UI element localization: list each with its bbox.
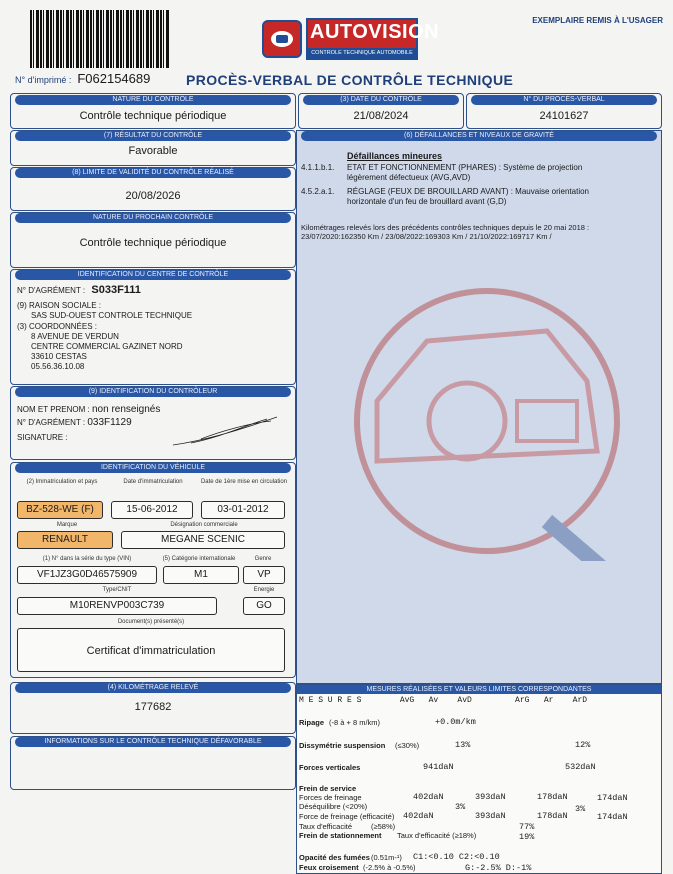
forces-av: 941daN: [423, 762, 454, 772]
energie-label: Energie: [253, 587, 275, 593]
energie-field: GO: [243, 597, 285, 615]
eff-avd: 393daN: [475, 811, 506, 821]
date-circ-field: 03-01-2012: [201, 501, 285, 519]
def-1-code: 4.1.1.b.1.: [301, 163, 335, 172]
feux-range: (-2.5% à -0.5%): [363, 863, 416, 872]
designation-label: Désignation commerciale: [170, 522, 238, 528]
deseq-ar: 3%: [575, 804, 586, 814]
feux-label: Feux croisement: [299, 863, 359, 872]
date-immat-label: Date d'immatriculation: [123, 479, 183, 485]
infos-header: INFORMATIONS SUR LE CONTRÔLE TECHNIQUE DÉFAVORABLE: [15, 737, 291, 747]
copy-note: EXEMPLAIRE REMIS À L'USAGER: [532, 16, 663, 25]
categorie-field: M1: [163, 566, 239, 584]
centre-agrement-label: N° D'AGRÉMENT :: [17, 286, 86, 295]
date-immat-field: 15-06-2012: [111, 501, 193, 519]
vehicule-panel: [10, 462, 296, 678]
ripage-label: Ripage: [299, 718, 325, 727]
date-header: (3) DATE DU CONTRÔLE: [303, 95, 459, 105]
vehicule-header: IDENTIFICATION DU VÉHICULE: [15, 463, 291, 473]
def-1-line2: légèrement défectueux (AVG,AVD): [347, 173, 471, 182]
car-watermark-icon: [347, 281, 627, 561]
km-header: (4) KILOMÉTRAGE RELEVÉ: [15, 683, 291, 693]
imprime-label: N° d'imprimé :: [15, 75, 72, 85]
logo-word: AUTOVISION: [310, 21, 440, 43]
centre-agrement-line: [17, 284, 141, 296]
docs-field: Certificat d'immatriculation: [17, 628, 285, 672]
controleur-nom-line: [17, 404, 160, 415]
address-line-2: CENTRE COMMERCIAL GAZINET NORD: [31, 342, 183, 351]
date-panel: [298, 93, 464, 129]
centre-panel: [10, 269, 296, 385]
frein-label: Frein de service: [299, 784, 357, 793]
prochain-header: NATURE DU PROCHAIN CONTRÔLE: [15, 213, 291, 223]
forces-label: Forces verticales: [299, 763, 361, 772]
previous-km-line2: 23/07/2020:162350 Km / 23/08/2022:169303 Km / 21/10/2022:169717 Km /: [301, 232, 552, 241]
nature-panel: [10, 93, 296, 129]
resultat-header: (7) RÉSULTAT DU CONTRÔLE: [15, 131, 291, 141]
opacite-value: C1:<0.10 C2:<0.10: [413, 852, 500, 862]
signature-label: SIGNATURE :: [17, 433, 68, 442]
defaillances-header: (6) DÉFAILLANCES ET NIVEAUX DE GRAVITÉ: [301, 131, 657, 141]
docs-label: Document(s) présenté(s): [117, 619, 185, 625]
autovision-logo: [262, 18, 440, 60]
def-1-line1: ETAT ET FONCTIONNEMENT (PHARES) : Système de projection: [347, 163, 583, 172]
resultat-panel: [10, 130, 296, 166]
force-eff-label: Force de freinage (efficacité): [299, 812, 395, 821]
stat-taux-label: Taux d'efficacité (≥18%): [397, 831, 477, 840]
designation-field: MEGANE SCENIC: [121, 531, 285, 549]
marque-field: RENAULT: [17, 531, 113, 549]
centre-agrement-value: S033F111: [91, 284, 141, 296]
barcode: [30, 10, 170, 68]
eff-avg: 402daN: [403, 811, 434, 821]
deseq-label: Déséquilibre (<20%): [299, 802, 368, 811]
nom-value: non renseignés: [91, 404, 161, 415]
frein-forces-label: Forces de freinage: [299, 793, 362, 802]
page-title: PROCÈS-VERBAL DE CONTRÔLE TECHNIQUE: [186, 72, 514, 88]
nature-value: Contrôle technique périodique: [79, 110, 227, 122]
imprime-number: [15, 71, 150, 86]
defaillances-title: Défaillances mineures: [347, 151, 443, 161]
dissym-av: 13%: [455, 740, 471, 750]
immat-label: (2) Immatriculation et pays: [26, 479, 98, 485]
stat-taux-value: 19%: [519, 832, 535, 842]
coord-label: (3) COORDONNÉES :: [17, 322, 98, 331]
frein-avg: 402daN: [413, 792, 444, 802]
feux-value: G:-2.5% D:-1%: [465, 863, 532, 873]
pv-header: N° DU PROCÈS-VERBAL: [471, 95, 657, 105]
deseq-av: 3%: [455, 802, 466, 812]
eff-arg: 178daN: [537, 811, 568, 821]
mesures-panel: [296, 684, 662, 874]
prochain-panel: [10, 212, 296, 268]
dissym-ar: 12%: [575, 740, 591, 750]
infos-panel: [10, 736, 296, 790]
vin-label: (1) N° dans la série du type (VIN): [42, 556, 132, 562]
controleur-header: (9) IDENTIFICATION DU CONTRÔLEUR: [15, 387, 291, 397]
type-field: M10RENVP003C739: [17, 597, 217, 615]
controleur-agrement-line: [17, 417, 132, 428]
previous-km-line1: Kilométrages relevés lors des précédents contrôles techniques depuis le 20 mai 2018 :: [301, 223, 590, 232]
car-logo-icon: [262, 20, 302, 58]
defaillances-panel: [296, 130, 662, 684]
frein-ard: 174daN: [597, 793, 628, 803]
type-label: Type/CNIT: [102, 587, 132, 593]
nom-label: NOM ET PRENOM :: [17, 405, 90, 414]
controleur-agrement-value: 033F1129: [87, 417, 132, 428]
km-value: 177682: [134, 701, 172, 713]
logo-wordmark: [306, 18, 440, 60]
dissym-range: (≤30%): [395, 741, 420, 750]
mesures-header: MESURES RÉALISÉES ET VALEURS LIMITES CORRESPONDANTES: [297, 685, 661, 694]
dissym-label: Dissymétrie suspension: [299, 741, 386, 750]
controleur-agrement-label: N° D'AGRÉMENT :: [17, 418, 86, 427]
km-panel: [10, 682, 296, 734]
def-2-line1: RÉGLAGE (FEUX DE BROUILLARD AVANT) : Mauvaise orientation: [347, 187, 590, 196]
validite-panel: [10, 167, 296, 211]
logo-tagline: CONTROLE TECHNIQUE AUTOMOBILE: [308, 48, 416, 58]
immat-field: BZ-528-WE (F): [17, 501, 103, 519]
categorie-label: (5) Catégorie internationale: [162, 556, 236, 562]
opacite-range: (0.51m-¹): [371, 853, 402, 862]
taux-range: (≥58%): [371, 822, 396, 831]
ripage-value: +0.0m/km: [435, 717, 476, 727]
opacite-label: Opacité des fumées: [299, 853, 370, 862]
eff-ard: 174daN: [597, 812, 628, 822]
signature-mark: [171, 413, 281, 449]
taux-value: 77%: [519, 822, 535, 832]
raison-label: (9) RAISON SOCIALE :: [17, 301, 102, 310]
frein-arg: 178daN: [537, 792, 568, 802]
marque-label: Marque: [56, 522, 78, 528]
date-circ-label: Date de 1ère mise en circulation: [200, 479, 288, 485]
resultat-value: Favorable: [128, 145, 178, 157]
genre-label: Genre: [254, 556, 272, 562]
centre-phone: 05.56.36.10.08: [31, 362, 85, 371]
validite-header: (8) LIMITE DE VALIDITÉ DU CONTRÔLE RÉALISÉ: [15, 168, 291, 178]
pv-panel: [466, 93, 662, 129]
centre-header: IDENTIFICATION DU CENTRE DE CONTRÔLE: [15, 270, 291, 280]
taux-label: Taux d'efficacité: [299, 822, 352, 831]
prochain-value: Contrôle technique périodique: [79, 237, 227, 249]
address-line-3: 33610 CESTAS: [31, 352, 87, 361]
forces-ar: 532daN: [565, 762, 596, 772]
stat-label: Frein de stationnement: [299, 831, 382, 840]
previous-km-note: [301, 223, 657, 241]
def-2-code: 4.5.2.a.1.: [301, 187, 335, 196]
raison-value: SAS SUD-OUEST CONTROLE TECHNIQUE: [31, 311, 193, 320]
frein-avd: 393daN: [475, 792, 506, 802]
pv-value: 24101627: [539, 110, 589, 122]
def-2-line2: horizontale d'un feu de brouillard avant (G,D): [347, 197, 507, 206]
imprime-value: F062154689: [77, 71, 151, 86]
ripage-range: (-8 à + 8 m/km): [329, 718, 381, 727]
nature-header: NATURE DU CONTRÔLE: [15, 95, 291, 105]
validite-value: 20/08/2026: [125, 190, 181, 202]
genre-field: VP: [243, 566, 285, 584]
mesures-columns: M E S U R E S AvG Av AvD ArG Ar ArD: [299, 696, 588, 705]
controleur-panel: [10, 386, 296, 460]
address-line-1: 8 AVENUE DE VERDUN: [31, 332, 119, 341]
date-value: 21/08/2024: [353, 110, 409, 122]
vin-field: VF1JZ3G0D46575909: [17, 566, 157, 584]
